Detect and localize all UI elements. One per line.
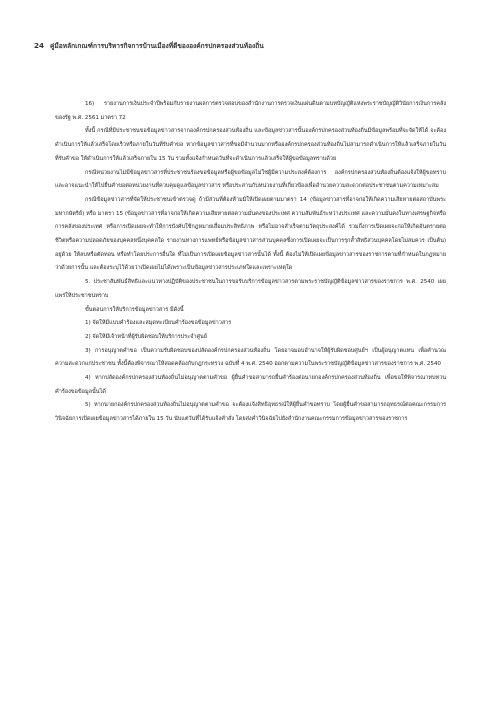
steps-heading: ขั้นตอนการให้บริการข้อมูลข่าวสาร มีดังนี้ bbox=[85, 306, 184, 313]
paragraph-restricted-information: กรณีข้อมูลข่าวสารที่จัดให้ประชาชนเข้าตรวจดู ถ้ามีส่วนที่ต้องห้ามมิให้เปิดเผยตามมาตรา 14 (ข้อมูลข่าวสารที่อาจก่อให้เกิดความเสียหายต่อสถาบันพระมหากษัตริย์) หรือ มาตรา 15 (ข้อมูลข่าวสารที่อาจก่อให้เกิดความเสียหายต่อความมั่นคงของประเทศ ความสัมพันธ์ระหว่างประเทศ และความมั่นคงในทางเศรษฐกิจหรือการคลังของประเทศ หรือการเปิดเผยจะทำให้การบังคับใช้กฎหมายเสื่อมประสิทธิภาพ หรือไม่อาจสำเร็จตามวัตถุประสงค์ได้ รวมถึงการเปิดเผยจะก่อให้เกิดอันตรายต่อชีวิตหรือความปลอดภัยของบุคคลหนึ่งบุคคลใด รายงานทางการแพทย์หรือข้อมูลข่าวสารส่วนบุคคลซึ่งการเปิดเผยจะเป็นการรุกล้ำสิทธิส่วนบุคคลโดยไม่สมควร เป็นต้น) อยู่ด้วย ให้ลบหรือตัดทอน หรือทำโดยประการอื่นใด ที่ไม่เป็นการเปิดเผยข้อมูลข่าวสารนั้นได้ ทั้งนี้ ต้องไม่ให้เปิดเผยข้อมูลข่าวสารของราชการตามที่กำหนดในกฎหมายว่าด้วยการนั้น และต้องระบุไว้ด้วยว่าเปิดเผยไม่ได้เพราะเป็นข้อมูลข่าวสารประเภทใดและเพราะเหตุใด bbox=[55, 196, 446, 272]
page-header bbox=[34, 40, 474, 51]
running-title: คู่มือหลักเกณฑ์การบริหารกิจการบ้านเมืองที่ดีขององค์กรปกครองส่วนท้องถิ่น bbox=[50, 42, 264, 50]
step-5: 5) หากนายกองค์กรปกครองส่วนท้องถิ่นไม่อนุญาตตามคำขอ จะต้องแจ้งสิทธิอุทธรณ์ให้ผู้ยื่นคำขอทราบ โดยผู้ยื่นคำขอสามารถอุทธรณ์ต่อคณะกรรมการวินิจฉัยการเปิดเผยข้อมูลข่าวสารได้ภายใน 15 วัน นับแต่วันที่ได้รับแจ้งคำสั่ง โดยส่งคำวินิจฉัยไปยังสำนักงานคณะกรรมการข้อมูลข่าวสารของราชการ bbox=[55, 402, 446, 423]
step-2: 2) จัดให้มีเจ้าหน้าที่ผู้รับผิดชอบให้บริการประจำศูนย์ bbox=[85, 333, 207, 340]
step-1: 1) จัดให้มีแบบคำร้องและสมุดทะเบียนคำร้องขอข้อมูลข่าวสาร bbox=[85, 320, 232, 327]
page-number: 24 bbox=[34, 41, 45, 50]
paragraph-request-timing: ทั้งนี้ กรณีที่มีประชาชนขอข้อมูลข่าวสารจากองค์กรปกครองส่วนท้องถิ่น และข้อมูลข่าวสารนั้นองค์กรปกครองส่วนท้องถิ่นมีข้อมูลพร้อมที่จะจัดให้ได้ จะต้องดำเนินการให้แล้วเสร็จโดยเร็วหรือภายในวันที่รับคำขอ หากข้อมูลข่าวสารที่ขอมีจำนวนมากหรือองค์กรปกครองส่วนท้องถิ่นไม่สามารถดำเนินการให้แล้วเสร็จภายในวันที่รับคำขอ ให้ดำเนินการให้แล้วเสร็จภายใน 15 วัน รวมทั้งแจ้งกำหนดวันที่จะดำเนินการแล้วเสร็จให้ผู้ขอข้อมูลทราบด้วย bbox=[55, 128, 446, 162]
step-3: 3) การอนุญาตคำขอ เป็นความรับผิดชอบของปลัดองค์กรปกครองส่วนท้องถิ่น โดยอาจมอบอำนาจให้ผู้รับผิดชอบศูนย์ฯ เป็นผู้อนุญาตแทน เพื่อคำนวณความสะดวกแก่ประชาชน ทั้งนี้ต้องพิจารณาให้สอดคล้องกับกฎกระทรวง ฉบับที่ 4 พ.ศ. 2540 ออกตามความในพระราชบัญญัติข้อมูลข่าวสารของราชการ พ.ศ. 2540 bbox=[55, 347, 446, 368]
document-body bbox=[55, 98, 446, 427]
paragraph-no-information: กรณีหน่วยงานไม่มีข้อมูลข่าวสารที่ประชาชนร้องขอข้อมูลหรือผู้ขอข้อมูลไม่ใช่ผู้มีความประสงค์ต้องการ องค์กรปกครองส่วนท้องถิ่นต้องแจ้งให้ผู้ขอทราบ และอาจแนะนำให้ไปยื่นคำขอต่อหน่วยงานที่ควบคุมดูแลข้อมูลข่าวสาร หรือประสานกับหน่วยงานที่เกี่ยวข้องเพื่ออำนวยความสะดวกต่อประชาชนตามความเหมาะสม bbox=[55, 169, 446, 190]
paragraph-section-5: 5. ประชาสัมพันธ์สิทธิและแนวทางปฏิบัติของประชาชนในการขอรับบริการข้อมูลข่าวสารตามพระราชบัญญัติข้อมูลข่าวสารของราชการ พ.ศ. 2540 เผยแพร่ให้ประชาชนทราบ bbox=[55, 279, 446, 299]
paragraph-item-16: 16) รายงานการเงินประจำปีพร้อมกับรายงานผลการตรวจสอบของสำนักงานการตรวจเงินแผ่นดินตามบทบัญญัติแห่งพระราชบัญญัติวินัยการเงินการคลังของรัฐ พ.ศ. 2561 มาตรา 72 bbox=[55, 101, 446, 121]
step-4: 4) หากปลัดองค์กรปกครองส่วนท้องถิ่นไม่อนุญาตตามคำขอ ผู้ยื่นคำขอสามารถยื่นคำร้องต่อนายกองค์กรปกครองส่วนท้องถิ่น เพื่อขอให้พิจารณาทบทวนคำร้องขอข้อมูลนั้นได้ bbox=[55, 375, 446, 395]
